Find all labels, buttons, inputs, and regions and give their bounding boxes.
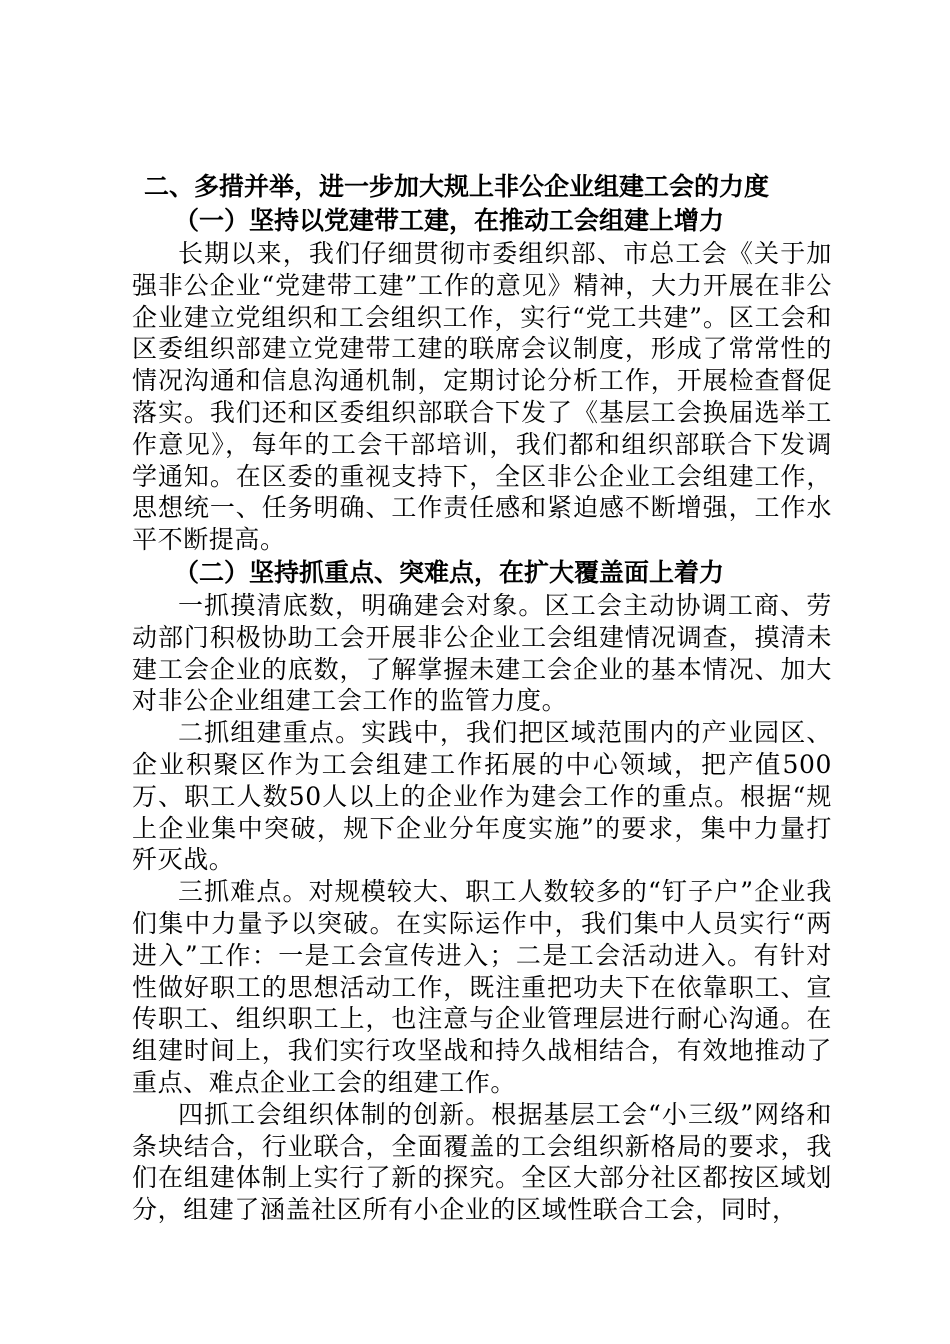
main-heading: 二、多措并举，进一步加大规上非公企业组建工会的力度 [144,172,770,201]
section-2-title: （二）坚持抓重点、突难点，在扩大覆盖面上着力 [174,557,725,587]
document-page [132,170,832,1226]
section-2-paragraph-4: 四抓工会组织体制的创新。根据基层工会“小三级”网络和条块结合，行业联合，全面覆盖的工会组织新格局的要求，我们在组建体制上实行了新的探究。全区大部分社区都按区域划分，组建了涵盖社区所有小企业的区域性联合工会，同时， [132,1099,832,1225]
section-1-title: （一）坚持以党建带工建，在推动工会组建上增力 [174,206,725,235]
section-2-paragraph-3: 三抓难点。对规模较大、职工人数较多的“钉子户”企业我们集中力量予以突破。在实际运作中，我们集中人员实行“两进入”工作：一是工会宣传进入；二是工会活动进入。有针对性做好职工的思想活动工作，既注重把功夫下在依靠职工、宣传职工、组织职工上，也注意与企业管理层进行耐心沟通。在组建时间上，我们实行攻坚战和持久战相结合，有效地推动了重点、难点企业工会的组建工作。 [132,877,832,1097]
section-2-paragraph-1: 一抓摸清底数，明确建会对象。区工会主动协调工商、劳动部门积极协助工会开展非公企业工会组建情况调查，摸清未建工会企业的底数，了解掌握未建工会企业的基本情况、加大对非公企业组建工会工作的监管力度。 [132,590,832,716]
section-1-paragraph-1: 长期以来，我们仔细贯彻市委组织部、市总工会《关于加强非公企业“党建带工建”工作的意见》精神，大力开展在非公企业建立党组织和工会组织工作，实行“党工共建”。区工会和区委组织部建立党建带工建的联席会议制度，形成了常常性的情况沟通和信息沟通机制，定期讨论分析工作，开展检查督促落实。我们还和区委组织部联合下发了《基层工会换届选举工作意见》，每年的工会干部培训，我们都和组织部联合下发调学通知。在区委的重视支持下，全区非公企业工会组建工作，思想统一、任务明确、工作责任感和紧迫感不断增强，工作水平不断提高。 [132,239,832,555]
section-2-paragraph-2: 二抓组建重点。实践中，我们把区域范围内的产业园区、企业积聚区作为工会组建工作拓展的中心领域，把产值500万、职工人数50人以上的企业作为建会工作的重点。根据“规上企业集中突破，规下企业分年度实施”的要求，集中力量打歼灭战。 [132,718,832,875]
